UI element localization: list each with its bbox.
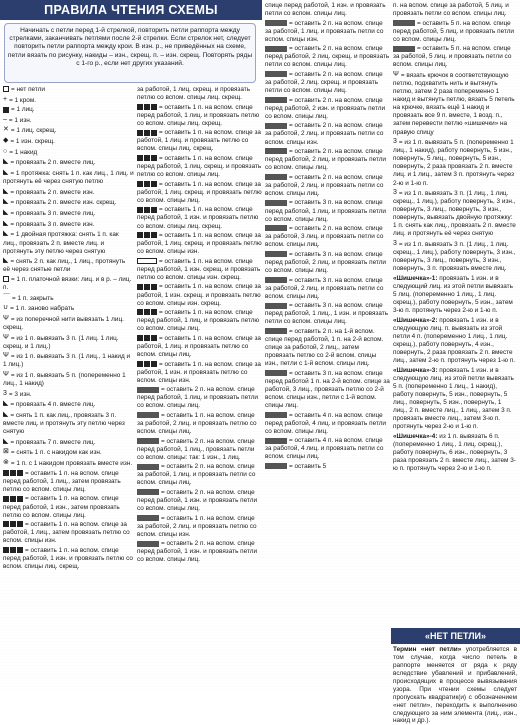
tri-icon: ◣ [3, 198, 9, 206]
legend-item [265, 302, 390, 326]
cable-wide-icon [265, 174, 287, 180]
legend-item [3, 188, 134, 197]
cable-wide-icon [137, 515, 159, 521]
cable-wide-icon [137, 387, 159, 393]
arc-icon: ⌒ [3, 293, 10, 301]
legend-item [3, 547, 134, 571]
tri-icon: ◣ [3, 169, 9, 177]
legend-item [3, 304, 134, 313]
legend-text: = оставить 1 п. на вспом. спице за работой, 1 лиц. и провязать петлю со вспом. спицы лиц. скрещ. [137, 129, 261, 153]
legend-text: = из 1 п. вывязать 3 п. (1 лиц. 1 лиц. скрещ. и 1 лиц.) [3, 334, 119, 350]
legend-item [3, 96, 134, 105]
empty-square-icon [3, 86, 9, 92]
legend-item [3, 371, 134, 388]
legend-text: = оставить 2 п. на вспом. спице за работой, 1 лиц. и провязать петли со вспом. спицы изн. [265, 19, 384, 43]
legend-text: = оставить 3 п. на вспом. спице перед работой 1 п. на 2-й вспом. спице за работой, 3 лиц., провязать петлю со 2-й вспом. спицы изн., петли с 1-й вспом. спицы лиц. [265, 369, 390, 409]
no-stitch-description [393, 646, 517, 725]
legend-column-2 [137, 86, 262, 566]
legend-text: = снять 1 п. с накидом как изн. [10, 449, 102, 457]
cable-wide-icon [265, 438, 287, 444]
legend-text: = 1 лиц. [11, 106, 35, 114]
legend-item [137, 412, 262, 436]
legend-text: = снять 2 п. как лиц., 1 лиц., протянуть её через снятые петли [3, 258, 126, 274]
legend-item [265, 412, 390, 436]
legend-item [3, 448, 134, 457]
legend-item [265, 225, 390, 249]
legend-item [265, 174, 390, 198]
legend-text: = нет петли [11, 86, 45, 93]
legend-item [137, 155, 262, 179]
tri-icon: ◣ [3, 400, 9, 408]
legend-text: = оставить 1 п. на вспом. спице перед работой, 1 изн., затем провязать петлю со вспом. спицы лиц. [3, 495, 120, 519]
circx-icon: ⊗ [3, 459, 9, 467]
legend-item [393, 2, 517, 18]
legend-text: = провязать 3 п. вместе лиц. [10, 210, 96, 218]
legend-item [3, 257, 134, 274]
cable-2-icon [3, 496, 23, 502]
legend-text: = оставить 1 п. на вспом. спице перед работой, 1 лиц. скрещ. и провязать петлю со вспом. спицы лиц. [137, 155, 262, 179]
legend-text: = 1 накид [9, 148, 38, 156]
legend-text: = оставить 3 п. на вспом. спице перед работой, 1 лиц. и провязать петли со вспом. спицы лиц. [265, 199, 386, 223]
legend-text: = оставить 2 п. на вспом. спице за работой, 2 лиц. и провязать петли со вспом. спицы изн. [265, 122, 384, 146]
cable-2-icon [137, 181, 157, 187]
legend-text: = оставить 1 п. на вспом. спице за работой, 1 лиц. и провязать петлю со вспом. спицы лиц. [137, 334, 261, 358]
legend-text: = 1 п. с 1 накидом провязать вместе изн. [10, 460, 133, 468]
legend-item [3, 400, 134, 409]
legend-text: = оставить 1 п. на вспом. спице перед работой, 1 лиц. и провязать петлю со вспом. спицы лиц. [137, 309, 260, 333]
bobble-name: «Шишечка»-3: [393, 366, 438, 374]
legend-text: = оставить 5 п. на вспом. спице перед работой, 5 лиц. и провязать петли со вспом. спицы лиц. [393, 19, 514, 43]
legend-item [137, 309, 262, 333]
legend-text: = оставить 4 п. на вспом. спице перед работой, 4 лиц. и провязать петли со вспом. спицы лиц. [265, 411, 386, 435]
legend-item [3, 116, 134, 125]
legend-text: = оставить 2 п. на вспом. спице перед работой, 2 лиц. и провязать петли со вспом. спицы лиц. [265, 148, 386, 172]
cable-wide-icon [265, 71, 287, 77]
cable-wide-icon [137, 412, 159, 418]
legend-item [3, 198, 134, 207]
legend-text: = оставить 2 п. на вспом. спице за работой, 2 лиц. и провязать петли со вспом. спицы лиц. [265, 173, 384, 197]
tri-icon: ◣ [3, 209, 9, 217]
legend-item [137, 335, 262, 359]
legend-column-4 [393, 2, 517, 474]
legend-text: п. на вспом. спице за работой, 5 лиц. и провязать петли со вспом. спицы лиц. [393, 2, 509, 18]
legend-text: = из 1 п. вывязать 5 п. (попеременно 1 лиц., 1 накид), работу повернуть, 5 изн., повернуть, 5 лиц., повернуть, 5 изн., повернуть, 2 раза провязать 2 п. вместе лиц. и 1 лиц., затем 3 п. протянуть через 2-ю и 1-ю п. [393, 139, 515, 187]
legend-item [3, 209, 134, 218]
legend-item [3, 411, 134, 436]
legend-text: = оставить 2 п. на вспом. спице перед работой, 1 изн. и провязать петли со вспом. спицы лиц. [137, 488, 258, 513]
legend-item [137, 129, 262, 153]
no-stitch-title: «НЕТ ПЕТЛИ» [391, 628, 520, 644]
cable-2-icon [137, 155, 157, 161]
legend-item [3, 495, 134, 519]
legend-text: = 1 двойная протяжка: снять 1 п. как лиц., провязать 2 п. вместе лиц. и протянуть эту петлю через снятую [3, 231, 119, 255]
legend-item [137, 232, 262, 256]
legend-item [3, 438, 134, 447]
legend-text: = оставить 3 п. на вспом. спице перед работой, 1 лиц., 1 изн. и провязать петли со вспом. спицы лиц. [265, 302, 389, 326]
cable-wide-icon [393, 20, 415, 26]
cable-2-icon [3, 470, 23, 476]
legend-text: = снять 1 п. как лиц., провязать 3 п. вместе лиц. и протянуть эту петлю через снятую [3, 412, 125, 436]
legend-item [137, 489, 262, 513]
legend-text: = оставить 2 п. на вспом. спице перед работой, 1 лиц. и провязать петли со вспом. спицы лиц. [137, 386, 258, 410]
tri-icon: ◣ [3, 411, 9, 419]
cable-wide-icon [137, 541, 159, 547]
legend-text: = оставить 1 п. на вспом. спице перед работой, 1 изн. и провязать петлю со вспом. спицы лиц. скрещ. [137, 206, 259, 230]
legend-text: = оставить 2 п. на вспом. спице перед работой, 2 лиц. скрещ. и провязать петли со вспом. спицы лиц. [265, 45, 390, 69]
filled-square-icon [3, 107, 9, 113]
legend-item [265, 328, 390, 368]
legend-item [265, 148, 390, 172]
legend-item [265, 277, 390, 301]
legend-text: = оставить 3 п. на вспом. спице перед работой, 2 лиц. и провязать петли со вспом. спицы лиц. [265, 250, 386, 274]
cable-wide-icon [265, 20, 287, 26]
tri-icon: ◣ [3, 187, 9, 195]
cable-wide-icon [265, 123, 287, 129]
legend-item [393, 189, 517, 238]
legend-item [265, 370, 390, 410]
cable-wide-icon [137, 464, 159, 470]
cable-wide-icon [137, 438, 159, 444]
legend-item [3, 459, 134, 468]
legend-text: = 1 кром. [9, 96, 37, 104]
empty-square-icon [3, 276, 9, 282]
legend-text: = 3 изн. [8, 390, 32, 398]
legend-item [137, 86, 262, 102]
legend-item [393, 71, 517, 137]
cable-wide-icon [265, 148, 287, 154]
tri-icon: ◣ [3, 437, 9, 445]
legend-text: = оставить 1 п. на вспом. спице за работой, 1 лиц., затем провязать петлю со вспом. спицы изн. [3, 521, 130, 545]
bobble-name: «Шишечка»-4: [393, 432, 438, 440]
legend-text: = из поперечной нити вывязать 1 лиц. скрещ. [3, 315, 124, 331]
cable-2-icon [137, 309, 157, 315]
legend-text: = оставить 1 п. на вспом. спице за работой, 2 лиц. и провязать петлю со вспом. спицы лиц. [137, 411, 257, 435]
diamond-icon: ◆ [3, 137, 9, 145]
legend-item [3, 230, 134, 255]
legend-text: = провязать 3 п. вместе изн. [10, 220, 95, 228]
legend-text: = 1 изн. [8, 116, 32, 124]
cable-wide-icon [265, 370, 287, 376]
legend-item [3, 148, 134, 157]
fork-icon: Ψ [393, 71, 399, 78]
legend-text: = из 1 п. вывязать 3 п. (1 лиц., 1 лиц. скрещ., 1 лиц.), работу повернуть, 3 изн., повернуть, 3 лиц., повернуть, 3 изн., повернуть, вывязать двойную протяжку: 1 п. снять как лиц., провязать 2 п. вместе лиц. и протянуть её через снятую [393, 190, 516, 238]
cable-2-icon [3, 547, 23, 553]
legend-text: = оставить 2 п. на вспом. спице перед работой, 2 изн. и провязать петли со вспом. спицы лиц. [265, 96, 386, 120]
legend-text: = вязать крючок в соответствующую петлю, подхватить нить и вытянуть петлю, затем 2 раза попеременно 1 накид и вытянуть петлю, вязать 5 петель на крючке, вязать ещё 1 накид и провязать все 9 п. вместе, 1 возд. п., затем перевести петлю «шишечки» на правую спицу [393, 72, 515, 136]
legend-item [3, 158, 134, 167]
legend-item [265, 437, 390, 461]
legend-text: = оставить 1 п. на вспом. спице перед работой, 1 изн. и провязать петлю со вспом. спицы лиц. скрещ. [3, 546, 133, 570]
legend-text: = провязать 2 п. вместе изн. [10, 188, 95, 196]
legend-text: = из 1 п. вывязать 5 п. (попеременно 1 лиц., 1 накид) [3, 372, 126, 388]
cable-open-icon [137, 258, 157, 264]
num-icon: 3 [3, 389, 7, 397]
legend-text: = оставить 3 п. на вспом. спице за работой, 2 лиц. и провязать петли со вспом. спицы лиц. [265, 276, 384, 300]
loop-icon: ∪ [3, 304, 9, 312]
legend-item [3, 276, 134, 292]
tri-icon: ◣ [3, 257, 9, 265]
legend-text: = из 1 п. вывязать 3 п. (1 лиц., 1 лиц. скрещ., 1 лиц.), работу повернуть, 3 изн., повернуть, 3 лиц., повернуть, 3 изн., повернуть, 3 п. провязать вместе лиц. [393, 241, 516, 273]
legend-item [393, 138, 517, 187]
legend-item [265, 122, 390, 146]
legend-item [3, 126, 134, 135]
legend-column-3 [265, 2, 390, 472]
cable-2-icon [137, 104, 157, 110]
plus-icon: + [3, 95, 8, 103]
legend-item [137, 104, 262, 128]
legend-text: = оставить 1 п. на вспом. спице за работой, 1 изн. и провязать петлю со вспом. спицы изн. [137, 360, 261, 384]
legend-item [3, 294, 134, 303]
legend-item [393, 20, 517, 44]
legend-text: за работой, 1 лиц. скрещ. и провязать петлю со вспом. спицы лиц. скрещ. [137, 86, 251, 102]
legend-text: = оставить 2 п. на вспом. спице за работой, 3 лиц. и провязать петли со вспом. спицы лиц. [265, 225, 384, 249]
cable-wide-icon [265, 463, 287, 469]
cable-2-icon [137, 284, 157, 290]
tri-icon: ◣ [3, 158, 9, 166]
legend-text: = оставить 5 [289, 462, 327, 470]
legend-text: = оставить 1 п. на вспом. спице перед работой, 1 изн. скрещ. и провязать петлю со вспом. спицы изн. скрещ. [137, 257, 261, 281]
legend-text: = оставить 1 п. на вспом. спице перед работой, 1 лиц., затем провязать петлю со вспом. спицы лиц. [3, 469, 121, 493]
intro-box: Начинать с петли перед 1-й стрелкой, повторить петли раппорта между стрелками, заканчивать петлями после 2-й стрелки. Если стрелок нет, следует повторить петли раппорта между крои. В изн. р., не приведённых на схеме, петли вязать по рисунку, накиды – изн., скрещ. п. – изн. скрещ. Повторять ряды с 1-го р., если нет других указаний. [4, 23, 256, 83]
num-icon: 3 [393, 240, 397, 248]
tri-icon: ◣ [3, 219, 9, 227]
legend-item [137, 283, 262, 307]
num-icon: 3 [393, 138, 397, 146]
legend-item [3, 86, 134, 94]
legend-text: = 1 п. закрыть [12, 294, 54, 302]
legend-text: = 1 п. платочной вязки: лиц. и в р. – лиц. п. [3, 275, 132, 291]
legend-item [265, 45, 390, 69]
legend-item [3, 106, 134, 114]
no-stitch-lead: Термин «нет петли» [393, 646, 462, 653]
cable-wide-icon [265, 328, 287, 334]
legend-text: = оставить 1 п. на вспом. спице перед работой, 1 лиц. и провязать петлю со вспом. спицы лиц. скрещ. [137, 103, 260, 127]
cable-wide-icon [265, 200, 287, 206]
cable-2-icon [137, 207, 157, 213]
cable-wide-icon [265, 46, 287, 52]
legend-text: из 1 п. вывязать 6 п. (попеременно 1 лиц., 1 лиц. скрещ.), работу повернуть, 6 изн., повернуть, 3 раза провязать 2 п. вместе лиц., затем 3-ю п. протянуть через 2-ю и 1-ю п. [393, 432, 516, 472]
legend-item [3, 521, 134, 545]
legend-text: = оставить 2 п. на вспом. спице перед работой, 1 лиц., провязать петли со вспом. спицы: так: 1 изн., 1 лиц. [137, 437, 255, 461]
dash-icon: – [3, 115, 7, 123]
legend-item [137, 463, 262, 487]
cable-wide-icon [265, 225, 287, 231]
legend-item [393, 317, 517, 365]
legend-item [393, 367, 517, 432]
cable-2-icon [137, 335, 157, 341]
fork-icon: Ψ [3, 314, 9, 322]
cable-wide-icon [265, 412, 287, 418]
legend-text: = провязать 7 п. вместе лиц. [10, 438, 96, 446]
cross-icon: ✕ [3, 126, 9, 134]
legend-item [3, 137, 134, 146]
legend-text: = оставить 1 п. на вспом. спице за работой, 1 лиц. скрещ. и провязать петлю со вспом. спицы лиц. [137, 180, 262, 204]
legend-text: = оставить 2 п. на вспом. спице за работой, 1 лиц. и провязать петли со вспом. спицы лиц. [137, 463, 256, 487]
boxx-icon: ⊠ [3, 448, 9, 456]
cable-wide-icon [265, 97, 287, 103]
legend-text: = провязать 2 п. вместе изн. скрещ. [10, 199, 117, 207]
num-icon: 3 [393, 189, 397, 197]
cable-wide-icon [265, 303, 287, 309]
legend-item [3, 169, 134, 186]
legend-item [265, 20, 390, 44]
legend-text: = оставить 5 п. на вспом. спице за работой, 5 лиц. и провязать петли со вспом. спицы лиц. [393, 45, 512, 69]
legend-item [137, 386, 262, 410]
fork-icon: Ψ [3, 333, 9, 341]
legend-item [137, 438, 262, 462]
legend-text: = оставить 2 п. на вспом. спице перед работой, 1 изн. и провязать петли со вспом. спицы лиц. [137, 540, 258, 564]
legend-text: спице перед работой, 1 изн. и провязать петли со вспом. спицы лиц. [265, 2, 386, 18]
legend-text: = оставить 4 п. на вспом. спице за работой, 4 лиц. и провязать петли со вспом. спицы лиц. [265, 437, 384, 461]
legend-item [137, 258, 262, 282]
legend-item [265, 2, 390, 18]
tri-icon: ◣ [3, 230, 9, 238]
legend-item [393, 45, 517, 69]
cable-2-icon [137, 232, 157, 238]
legend-item [265, 463, 390, 471]
legend-item [393, 240, 517, 273]
legend-text: = 1 протяжка: снять 1 п. как лиц., 1 лиц. и протянуть её через снятую петлю [3, 170, 134, 186]
legend-column-1 [3, 86, 134, 573]
legend-item [3, 470, 134, 494]
section-title: ПРАВИЛА ЧТЕНИЯ СХЕМЫ [0, 0, 262, 20]
legend-text: = из 1 п. вывязать 3 п. (1 лиц., 1 накид и 1 лиц.) [3, 353, 131, 369]
circle-icon: ○ [3, 147, 8, 155]
legend-item [265, 199, 390, 223]
cable-2-icon [137, 130, 157, 136]
legend-item [137, 206, 262, 230]
legend-item [393, 275, 517, 315]
cable-2-icon [3, 521, 23, 527]
legend-text: = провязать 2 п. вместе лиц. [10, 159, 96, 167]
legend-item [137, 181, 262, 205]
legend-text: = оставить 1 п. на вспом. спице за работой, 2 лиц. и провязать петлю со вспом. спицы изн. [137, 514, 257, 538]
legend-text: = оставить 2 п. на 1-й вспом. спице перед работой, 1 п. на 2-й вспом. спице за работой, 2 лиц., затем провязать петлю со 2-й вспом. спицы изн., петли с 1-й вспом. спицы лиц. [265, 327, 384, 368]
fork-icon: Ψ [3, 352, 9, 360]
legend-item [265, 251, 390, 275]
legend-item [265, 71, 390, 95]
legend-item [3, 220, 134, 229]
legend-item [3, 334, 134, 351]
legend-text: провязать 1 изн. и в следующую лиц. п. вывязать из этой петли 4 п. (попеременно 1 лиц., 1 лиц. скрещ.), работу повернуть, 4 изн., повернуть, 2 раза провязать 2 п. вместе лиц., затем 2-ю п. протянуть через 1-ю п. [393, 316, 516, 364]
bobble-name: «Шишечка»-1: [393, 274, 438, 282]
legend-item [137, 540, 262, 564]
legend-text: = 1 изн. скрещ. [10, 138, 55, 146]
legend-item [137, 515, 262, 539]
cable-wide-icon [265, 277, 287, 283]
legend-text: = оставить 2 п. на вспом. спице за работой, 2 лиц. скрещ. и провязать петли со вспом. спицы лиц. [265, 71, 383, 95]
legend-text: = оставить 1 п. на вспом. спице за работой, 1 лиц. скрещ. и провязать петлю со вспом. спицы изн. [137, 232, 262, 256]
legend-item [3, 315, 134, 332]
legend-item [3, 390, 134, 399]
cable-wide-icon [265, 251, 287, 257]
legend-text: = провязать 4 п. вместе лиц. [10, 401, 96, 409]
legend-item [137, 361, 262, 385]
legend-text: = оставить 1 п. на вспом. спице за работой, 1 изн. скрещ. и провязать петлю со вспом. спицы изн. скрещ. [137, 283, 261, 307]
no-stitch-body: употребляется в том случае, когда число петель в раппорте меняется от ряда к ряду вследствие убавлений и прибавлений, происходящих в процессе вывязывания узора. При чтении схемы следует пропускать квадратик(и) с обозначением «нет петли», переходить к выполнению следующего за ним элемента (лиц., изн., накид и др.). [393, 646, 517, 725]
cable-wide-icon [137, 489, 159, 495]
legend-item [393, 433, 517, 473]
legend-text: провязать 1 изн. и в следующий лиц. из этой петли вывязать 5 лиц. (попеременно 1 лиц., 1 лиц. скрещ.), работу повернуть, 5 изн., затем 3-ю п. протянуть через 2-ю и 1-ю п. [393, 274, 513, 315]
legend-text: провязать 1 изн. и в следующую лиц. из этой петли вывязать 5 п. (попеременно 1 лиц., 1 накид), работу повернуть, 5 изн., повернуть, 5 лиц., повернуть, 5 изн., повернуть, 1 лиц., 2 п. вместе лиц., 1 лиц., затем 3 п. провязать вместе лиц., затем 3-ю п. протянуть через 2-ю и 1-ю п. [393, 366, 514, 430]
cable-wide-icon [393, 46, 415, 52]
legend-item [265, 97, 390, 121]
legend-text: = 1 п. заново набрать [10, 305, 75, 313]
cable-2-icon [137, 361, 157, 367]
fork-icon: Ψ [3, 371, 9, 378]
legend-text: = 1 лиц. скрещ. [10, 127, 57, 135]
legend-item [3, 352, 134, 369]
bobble-name: «Шишечка»-2: [393, 316, 438, 324]
